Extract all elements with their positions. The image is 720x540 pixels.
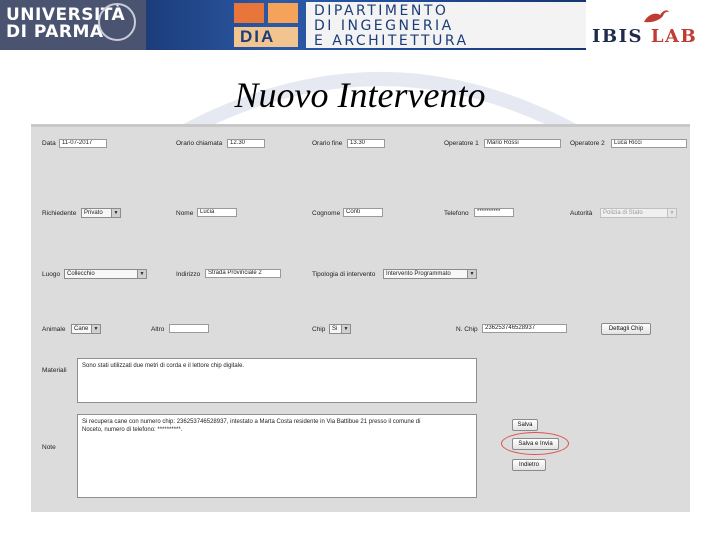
operatore1-label: Operatore 1 [444,140,479,147]
operatore1-field[interactable]: Mario Rossi [484,139,561,148]
richiedente-value: Privato [84,210,103,216]
note-textarea[interactable] [77,414,477,498]
cognome-label: Cognome [312,210,341,217]
data-label: Data [42,140,56,147]
department-line3: E ARCHITETTURA [314,33,469,49]
autorita-label: Autorità [570,210,593,217]
note-line2: Noceto, numero di telefono: **********. [82,427,183,433]
chevron-down-icon: ▼ [467,270,476,278]
ibis-text: IBIS [592,26,644,47]
orario-fine-field[interactable]: 13.30 [347,139,385,148]
indirizzo-field[interactable]: Strada Provinciale 2 [205,269,281,278]
note-label: Note [42,444,56,451]
nome-label: Nome [176,210,194,217]
luogo-value: Collecchio [67,271,95,277]
indietro-button[interactable]: Indietro [512,459,546,471]
tipologia-value: Intervento Programmato [386,271,451,277]
orario-fine-label: Orario fine [312,140,343,147]
chevron-down-icon: ▼ [341,325,350,333]
university-name-line1: UNIVERSITÀ [6,5,126,25]
department-line2: DI INGEGNERIA [314,18,454,34]
ibis-bird-icon [640,6,670,26]
autorita-select[interactable] [600,208,677,218]
luogo-select[interactable] [64,269,147,279]
tipologia-label: Tipologia di intervento [312,271,376,278]
data-field[interactable]: 11-07-2017 [59,139,107,148]
nchip-label: N. Chip [456,326,478,333]
animale-value: Cane [74,326,89,332]
telefono-label: Telefono [444,210,469,217]
department-line1: DIPARTIMENTO [314,3,449,19]
richiedente-label: Richiedente [42,210,77,217]
nome-field[interactable]: Lucia [197,208,237,217]
dia-logo-text: DIA [240,27,276,46]
note-line1: Si recupera cane con numero chip: 236253746528937, intestato a Marta Costa residente in Via Battibue 21 presso il comune di [82,419,421,425]
chevron-down-icon: ▼ [91,325,100,333]
highlight-circle [501,432,569,455]
autorita-value: Polizia di Stato [603,210,643,216]
chip-select[interactable] [329,324,351,334]
chip-value: Si [332,326,338,332]
richiedente-select[interactable] [81,208,121,218]
university-name-line2: DI PARMA [6,22,104,42]
orario-chiamata-label: Orario chiamata [176,140,223,147]
dettagli-chip-button[interactable]: Dettagli Chip [601,323,651,335]
orario-chiamata-field[interactable]: 12.30 [227,139,265,148]
cognome-field[interactable]: Conti [343,208,383,217]
chevron-down-icon: ▼ [667,209,676,217]
altro-field[interactable] [169,324,209,333]
chevron-down-icon: ▼ [137,270,146,278]
chip-label: Chip [312,326,326,333]
indirizzo-label: Indirizzo [176,271,201,278]
luogo-label: Luogo [42,271,61,278]
animale-label: Animale [42,326,66,333]
altro-label: Altro [151,326,165,333]
salva-invia-button[interactable]: Salva e Invia [512,438,559,450]
lab-text: LAB [650,26,698,47]
chevron-down-icon: ▼ [111,209,120,217]
salva-button[interactable]: Salva [512,419,538,431]
form-panel [31,124,690,512]
animale-select[interactable] [71,324,101,334]
materiali-label: Materiali [42,367,67,374]
page-title: Nuovo Intervento [234,75,486,115]
operatore2-label: Operatore 2 [570,140,605,147]
telefono-field[interactable]: ********** [474,208,514,217]
operatore2-field[interactable]: Luca Ricci [611,139,687,148]
nchip-field[interactable]: 236253746528937 [482,324,567,333]
university-seal-icon [98,3,136,41]
materiali-textarea[interactable]: Sono stati utilizzati due metri di corda e il lettore chip digitale. [77,358,477,403]
tipologia-select[interactable] [383,269,477,279]
